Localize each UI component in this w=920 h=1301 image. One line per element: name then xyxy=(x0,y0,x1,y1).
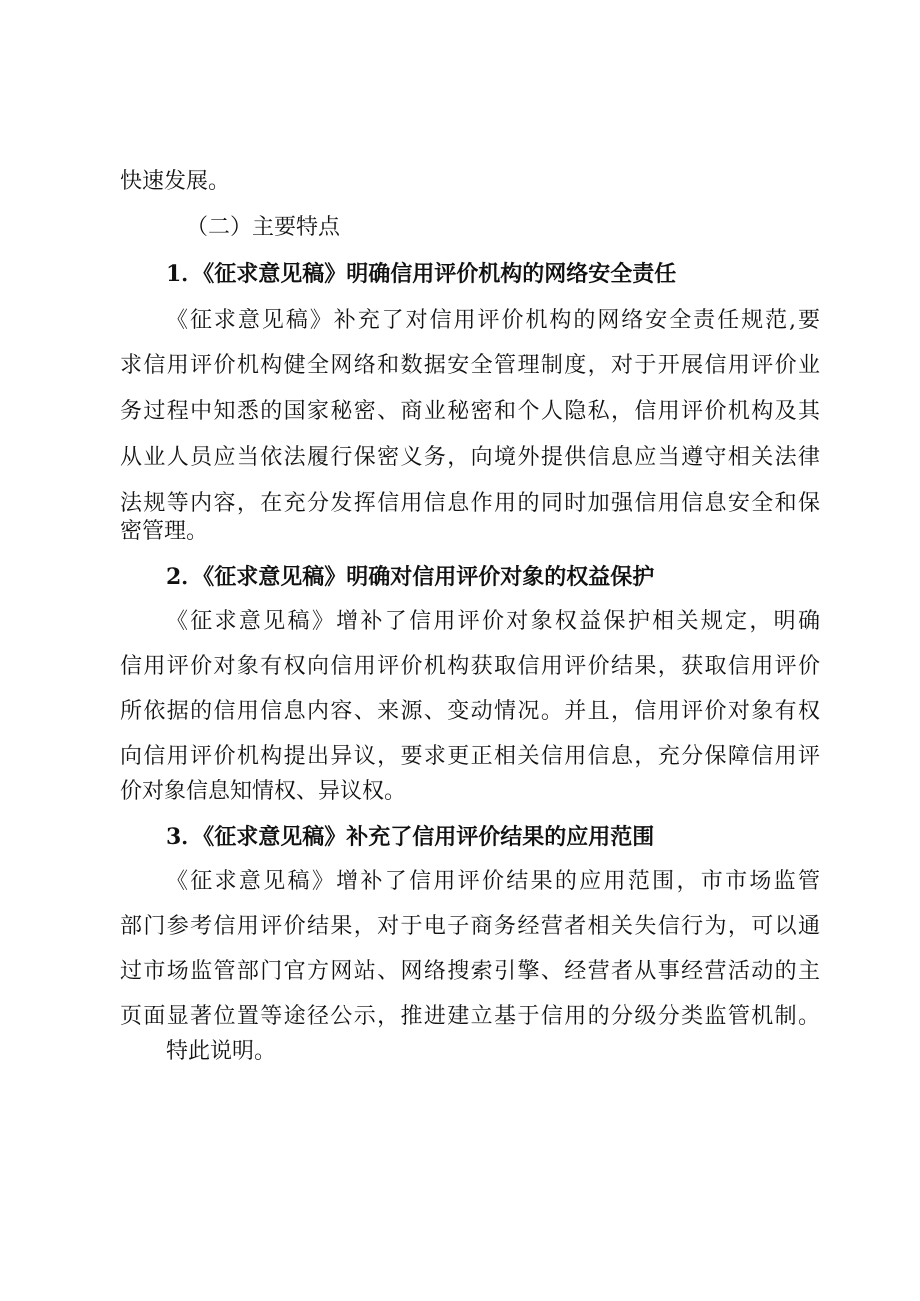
item-3-heading: 3．《征求意见稿》补充了信用评价结果的应用范围 xyxy=(166,824,655,850)
section-title: （二）主要特点 xyxy=(186,215,341,240)
item-1-line-6: 密管理。 xyxy=(120,519,209,544)
item-2-heading: 2．《征求意见稿》明确对信用评价对象的权益保护 xyxy=(166,564,655,590)
closing-text: 特此说明。 xyxy=(166,1039,277,1064)
intro-tail-text: 快速发展。 xyxy=(120,169,231,194)
item-2-line-5: 价对象信息知情权、异议权。 xyxy=(120,779,407,804)
item-3-line-4: 页面显著位置等途径公示，推进建立基于信用的分级分类监管机制。 xyxy=(120,1004,820,1029)
item-3-line-1: 《征求意见稿》增补了信用评价结果的应用范围，市市场监管 xyxy=(166,869,820,894)
item-2-line-1: 《征求意见稿》增补了信用评价对象权益保护相关规定，明确 xyxy=(166,609,820,634)
item-1-line-1: 《征求意见稿》补充了对信用评价机构的网络安全责任规范,要 xyxy=(166,308,820,333)
item-2-line-3: 所依据的信用信息内容、来源、变动情况。并且，信用评价对象有权 xyxy=(120,699,820,724)
item-2-line-2: 信用评价对象有权向信用评价机构获取信用评价结果，获取信用评价 xyxy=(120,654,820,679)
item-1-heading: 1．《征求意见稿》明确信用评价机构的网络安全责任 xyxy=(166,261,677,287)
item-1-line-2: 求信用评价机构健全网络和数据安全管理制度，对于开展信用评价业 xyxy=(120,353,820,378)
item-3-line-3: 过市场监管部门官方网站、网络搜索引擎、经营者从事经营活动的主 xyxy=(120,959,820,984)
item-1-line-5: 法规等内容，在充分发挥信用信息作用的同时加强信用信息安全和保 xyxy=(120,491,820,516)
item-1-line-4: 从业人员应当依法履行保密义务，向境外提供信息应当遵守相关法律 xyxy=(120,445,820,470)
item-3-line-2: 部门参考信用评价结果，对于电子商务经营者相关失信行为，可以通 xyxy=(120,914,820,939)
item-1-line-3: 务过程中知悉的国家秘密、商业秘密和个人隐私，信用评价机构及其 xyxy=(120,399,820,424)
item-2-line-4: 向信用评价机构提出异议，要求更正相关信用信息，充分保障信用评 xyxy=(120,744,820,769)
